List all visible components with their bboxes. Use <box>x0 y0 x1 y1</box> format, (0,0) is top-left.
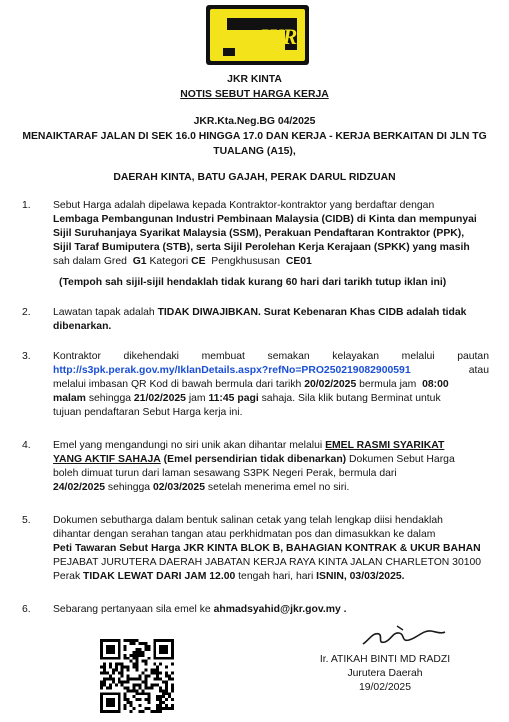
item-3-line: tujuan pendaftaran Sebut Harga kerja ini. <box>53 407 243 418</box>
item-5-line: PEJABAT JURUTERA DAERAH JABATAN KERJA RAYA KINTA JALAN CHARLETON 30100 <box>53 557 482 568</box>
item-3-line: melalui imbasan QR Kod di bawah bermula dari tarikh 20/02/2025 bermula jam 08:00 <box>53 379 449 390</box>
item-number-5: 5. <box>22 515 31 526</box>
item-4-line: 24/02/2025 sehingga 02/03/2025 setelah menerima emel no siri. <box>53 482 350 493</box>
item-number-3: 3. <box>22 351 31 362</box>
item-3-line: malam sehingga 21/02/2025 jam 11:45 pagi sahaja. Sila klik butang Berminat untuk <box>53 393 441 404</box>
project-title-1: MENAIKTARAF JALAN DI SEK 16.0 HINGGA 17.0 DAN KERJA - KERJA BERKAITAN DI JLN TG <box>22 131 487 142</box>
s3pk-link[interactable]: http://s3pk.perak.gov.my/IklanDetails.aspx?refNo=PRO250219082900591 <box>53 365 411 376</box>
contact-email[interactable]: ahmadsyahid@jkr.gov.my . <box>213 604 347 615</box>
item-number-1: 1. <box>22 200 31 211</box>
item-5-line: Dokumen sebutharga dalam bentuk salinan cetak yang telah lengkap diisi hendaklah <box>53 515 443 526</box>
item-2-line: Lawatan tapak adalah TIDAK DIWAJIBKAN. Surat Kebenaran Khas CIDB adalah tidak <box>53 307 467 318</box>
item-1-line: Sijil Taraf Bumiputera (STB), serta Sijil Perolehan Kerja Kerajaan (SPKK) yang masih <box>53 242 470 253</box>
project-title-2: TUALANG (A15), <box>213 146 296 157</box>
signer-title: Jurutera Daerah <box>347 668 423 679</box>
qr-code[interactable] <box>100 639 174 713</box>
item-3-line: Kontraktor dikehendaki membuat semakan kelayakan melalui pautan <box>53 351 489 362</box>
jkr-logo <box>205 4 310 66</box>
item-1-note: (Tempoh sah sijil-sijil hendaklah tidak kurang 60 hari dari tarikh tutup iklan ini) <box>59 277 447 288</box>
org-name: JKR KINTA <box>227 74 282 85</box>
item-1-line: Sebut Harga adalah dipelawa kepada Kontraktor-kontraktor yang berdaftar dengan <box>53 200 435 211</box>
item-5-line: dihantar dengan serahan tangan atau perkhidmatan pos dan dimasukkan ke dalam <box>53 529 436 540</box>
item-2-line: dibenarkan. <box>53 321 112 332</box>
notice-title: NOTIS SEBUT HARGA KERJA <box>180 89 329 100</box>
item-number-4: 4. <box>22 440 31 451</box>
item-4-line: YANG AKTIF SAHAJA (Emel persendirian tidak dibenarkan) Dokumen Sebut Harga <box>53 454 455 465</box>
item-5-line: Perak TIDAK LEWAT DARI JAM 12.00 tengah hari, hari ISNIN, 03/03/2025. <box>53 571 405 582</box>
signature-date: 19/02/2025 <box>358 682 411 693</box>
item-number-2: 2. <box>22 307 31 318</box>
item-4-line: Emel yang mengandungi no siri unik akan dihantar melalui EMEL RASMI SYARIKAT <box>53 440 445 451</box>
project-location: DAERAH KINTA, BATU GAJAH, PERAK DARUL RIDZUAN <box>113 172 396 183</box>
item-1-grade-line: sah dalam Gred G1 Kategori CE Pengkhususan CE01 <box>53 256 312 267</box>
signature-mark <box>357 622 447 650</box>
signer-name: Ir. ATIKAH BINTI MD RADZI <box>319 654 451 665</box>
item-1-line: Sijil Suruhanjaya Syarikat Malaysia (SSM), Perakuan Pendaftaran Kontraktor (PPK), <box>53 228 465 239</box>
svg-text:JKR: JKR <box>257 24 298 49</box>
item-1-line: Lembaga Pembangunan Industri Pembinaan Malaysia (CIDB) di Kinta dan mempunyai <box>53 214 477 225</box>
item-4-line: boleh dimuat turun dari laman sesawang S3PK Negeri Perak, bermula dari <box>53 468 397 479</box>
item-3-link-line: http://s3pk.perak.gov.my/IklanDetails.aspx?refNo=PRO250219082900591 atau <box>53 365 489 376</box>
item-6-line: Sebarang pertanyaan sila emel ke ahmadsyahid@jkr.gov.my . <box>53 604 347 615</box>
reference-no: JKR.Kta.Neg.BG 04/2025 <box>193 116 316 127</box>
item-number-6: 6. <box>22 604 31 615</box>
item-5-line: Peti Tawaran Sebut Harga JKR KINTA BLOK B, BAHAGIAN KONTRAK & UKUR BAHAN <box>53 543 481 554</box>
